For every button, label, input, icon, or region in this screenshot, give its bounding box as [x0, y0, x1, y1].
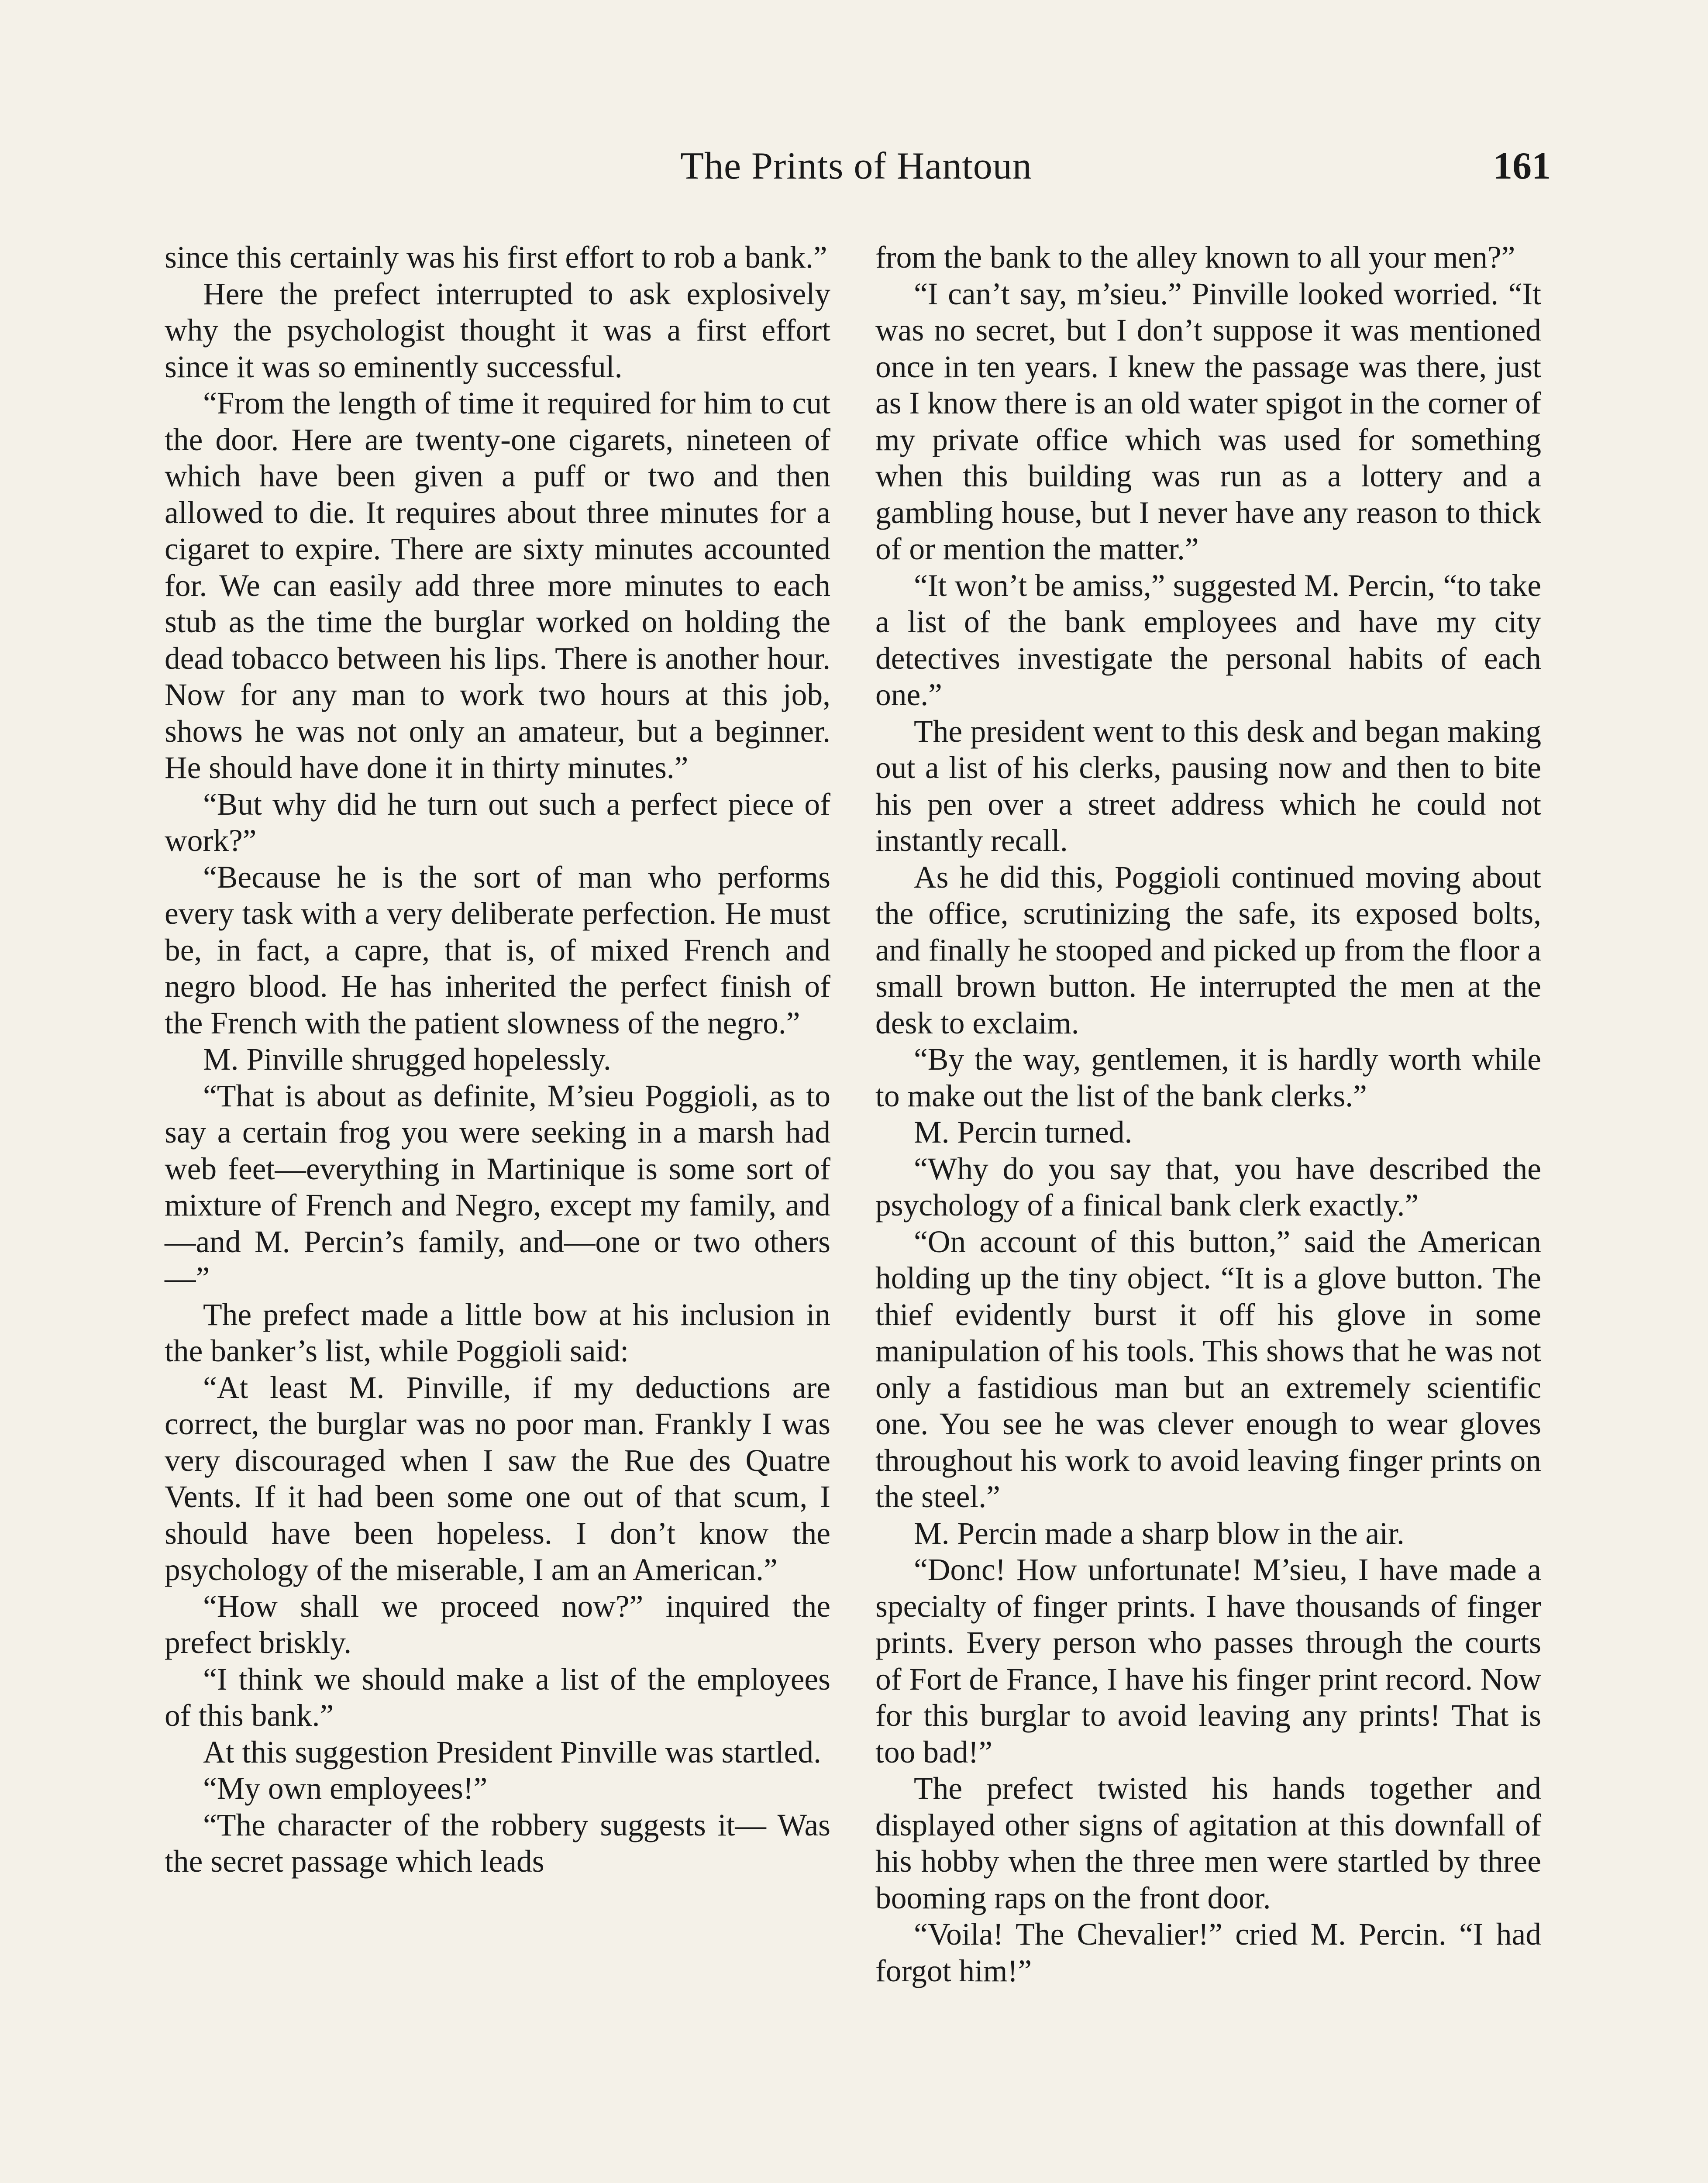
paragraph: The president went to this desk and began making out a list of his clerks, pausing now and then to bite his pen over a street address which he could not instantly recall. — [875, 714, 1541, 858]
paragraph: since this certainly was his first effort to rob a bank.” — [165, 240, 827, 275]
paragraph: M. Pinville shrugged hopelessly. — [203, 1042, 611, 1077]
paragraph: The prefect made a little bow at his inclusion in the banker’s list, while Poggioli said: — [165, 1297, 830, 1368]
paragraph: “From the length of time it required for him to cut the door. Here are twenty-one cigarets, nineteen of which have been given a puff or two and then allowed to die. It requires about three minutes for a cigaret to expire. There are sixty minutes accounted for. We can easily add three more minutes to each stub as the time the burglar worked on holding the dead tobacco between his lips. There is another hour. Now for any man to work two hours at this job, shows he was not only an amateur, but a beginner. He should have done it in thirty minutes.” — [165, 386, 830, 785]
paragraph: “By the way, gentlemen, it is hardly worth while to make out the list of the bank clerks.” — [875, 1042, 1541, 1113]
paragraph: “It won’t be amiss,” suggested M. Percin, “to take a list of the bank employees and have my city detectives investigate the personal habits of each one.” — [875, 568, 1541, 712]
paragraph: “That is about as definite, M’sieu Poggioli, as to say a certain frog you were seeking in a marsh had web feet—everything in Martinique is some sort of mixture of French and Negro, except my family, and—and M. Percin’s family, and—one or two others—” — [165, 1078, 830, 1295]
paragraph: “How shall we proceed now?” inquired the prefect briskly. — [165, 1589, 830, 1660]
paragraph: “At least M. Pinville, if my deductions are correct, the burglar was no poor man. Frankly I was very discouraged when I saw the Rue des Quatre Vents. If it had been some one out of that scum, I should have been hopeless. I don’t know the psychology of the miserable, I am an American.” — [165, 1370, 830, 1587]
paragraph: “I think we should make a list of the employees of this bank.” — [165, 1662, 830, 1733]
paragraph: from the bank to the alley known to all your men?” — [875, 240, 1515, 275]
paragraph: M. Percin turned. — [914, 1115, 1133, 1150]
paragraph: “But why did he turn out such a perfect piece of work?” — [165, 787, 830, 858]
paragraph: M. Percin made a sharp blow in the air. — [914, 1516, 1405, 1551]
right-column — [875, 239, 1541, 1989]
paragraph: “Voila! The Chevalier!” cried M. Percin. “I had forgot him!” — [875, 1917, 1541, 1988]
paragraph: At this suggestion President Pinville was startled. — [203, 1735, 822, 1770]
paragraph: “Donc! How unfortunate! M’sieu, I have made a specialty of finger prints. I have thousands of finger prints. Every person who passes through the courts of Fort de France, I have his finger print record. Now for this burglar to avoid leaving any prints! That is too bad!” — [875, 1553, 1541, 1770]
paragraph: “My own employees!” — [203, 1771, 488, 1806]
paragraph: “Why do you say that, you have described the psychology of a finical bank clerk exactly.” — [875, 1151, 1541, 1222]
page-header — [162, 144, 1551, 201]
page-number: 161 — [1493, 145, 1551, 187]
paragraph: “On account of this button,” said the American holding up the tiny object. “It is a glove button. The thief evidently burst it off his glove in some manipulation of his tools. This shows that he was not only a fastidious man but an extremely scientific one. You see he was clever enough to wear gloves throughout his work to avoid leaving finger prints on the steel.” — [875, 1224, 1541, 1514]
paragraph: “The character of the robbery suggests it— Was the secret passage which leads — [165, 1808, 830, 1879]
paragraph: The prefect twisted his hands together and displayed other signs of agitation at this downfall of his hobby when the three men were startled by three booming raps on the front door. — [875, 1771, 1541, 1915]
paragraph: “I can’t say, m’sieu.” Pinville looked worried. “It was no secret, but I don’t suppose it was mentioned once in ten years. I knew the passage was there, just as I know there is an old water spigot in the corner of my private office which was used for something when this building was run as a lottery and a gambling house, but I never have any reason to thick of or mention the matter.” — [875, 276, 1541, 566]
paragraph: As he did this, Poggioli continued moving about the office, scrutinizing the safe, its exposed bolts, and finally he stooped and picked up from the floor a small brown button. He interrupted the men at the desk to exclaim. — [875, 860, 1541, 1040]
running-title: The Prints of Hantoun — [680, 145, 1032, 187]
left-column — [165, 239, 830, 1880]
paragraph: “Because he is the sort of man who performs every task with a very deliberate perfection. He must be, in fact, a capre, that is, of mixed French and negro blood. He has inherited the perfect finish of the French with the patient slowness of the negro.” — [165, 860, 830, 1040]
paragraph: Here the prefect interrupted to ask explosively why the psychologist thought it was a first effort since it was so eminently successful. — [165, 276, 830, 384]
